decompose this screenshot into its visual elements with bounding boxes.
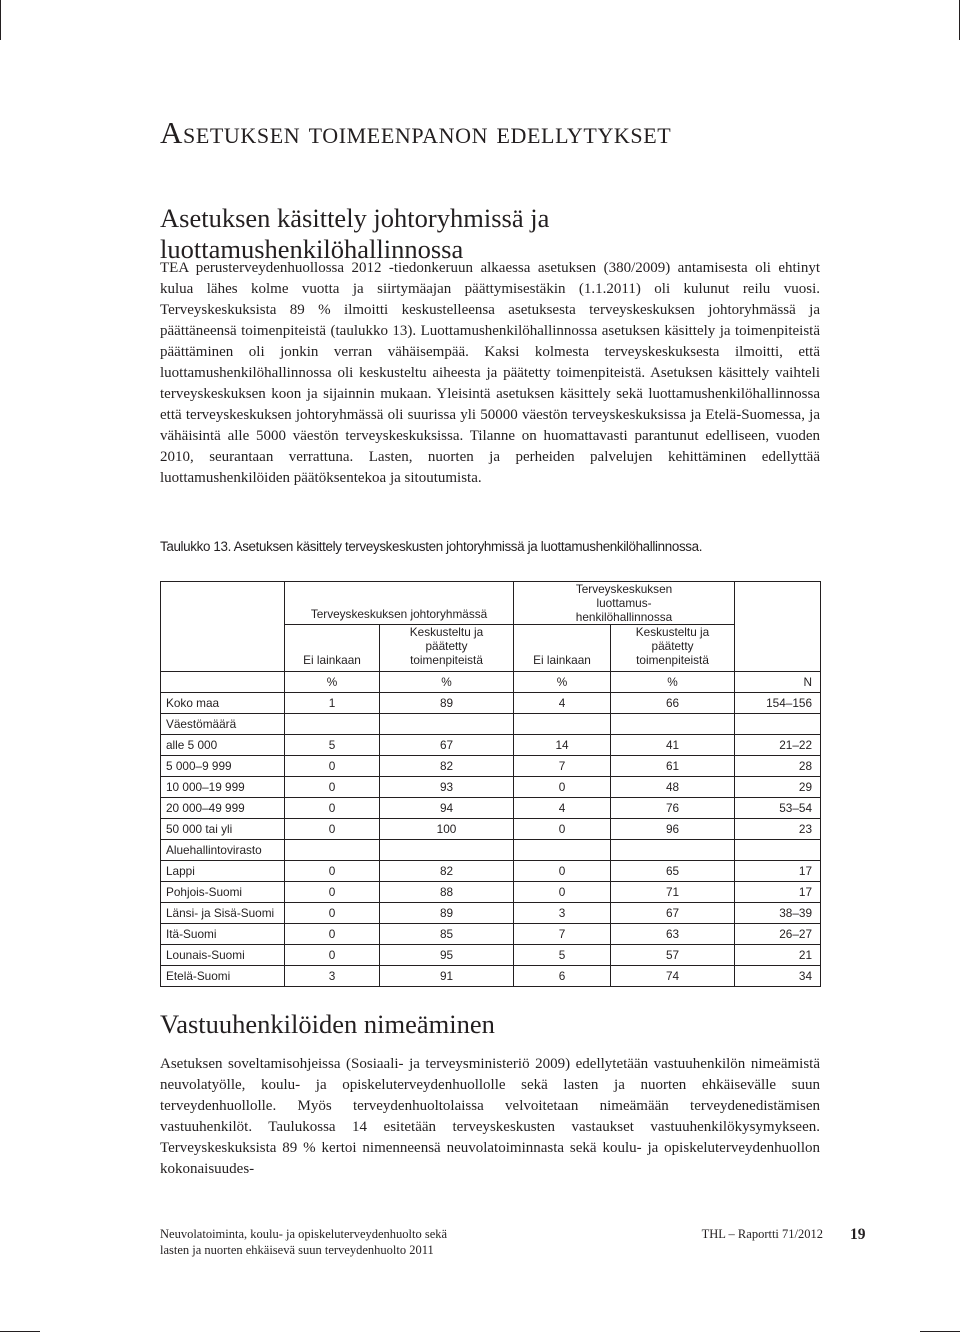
value-cell: 0 — [285, 861, 380, 882]
table-caption: Taulukko 13. Asetuksen käsittely terveyskeskusten johtoryhmissä ja luottamushenkilöhallinnossa. — [160, 539, 703, 554]
table-row — [161, 945, 821, 966]
empty-cell — [611, 714, 735, 735]
vastuuhenkilot-paragraph: Asetuksen soveltamisohjeissa (Sosiaali- ja terveysministeriö 2009) edellytetään vastuuhenkilön nimeämistä neuvolatyölle, koulu- ja opiskeluterveydenhuollolle sekä lasten ja nuorten ehkäisevälle suun terveydenhuollolle. Myös terveydenhuoltolaissa velvoitetaan nimeämään terveydenedistämisen vastuuhenkilöt. Taulukossa 14 esitetään terveyskeskusten vastaukset vastuuhenkilökysymykseen. Terveyskeskuksista 89 % kertoi nimenneensä neuvolatoiminnasta sekä koulu- ja opiskeluterveydenhuollon kokonaisuudes- — [160, 1056, 820, 1177]
table-header-group-row — [161, 582, 821, 625]
value-cell: 96 — [611, 819, 735, 840]
empty-cell — [735, 714, 821, 735]
value-cell: 74 — [611, 966, 735, 987]
value-cell: 0 — [285, 903, 380, 924]
sub-header-ei-lainkaan: Ei lainkaan — [514, 625, 611, 672]
unit-header: % — [514, 672, 611, 693]
value-cell: 0 — [285, 798, 380, 819]
value-cell: 0 — [285, 819, 380, 840]
value-cell: 57 — [611, 945, 735, 966]
empty-cell — [735, 840, 821, 861]
value-cell: 0 — [285, 924, 380, 945]
value-cell: 82 — [380, 756, 514, 777]
row-label: 5 000–9 999 — [161, 756, 285, 777]
value-cell: 95 — [380, 945, 514, 966]
table-row — [161, 924, 821, 945]
table-row — [161, 819, 821, 840]
row-label: Koko maa — [161, 693, 285, 714]
chapter-title: Asetuksen toimeenpanon edellytykset — [160, 115, 672, 150]
value-cell: 5 — [285, 735, 380, 756]
row-label: Länsi- ja Sisä-Suomi — [161, 903, 285, 924]
n-cell: 28 — [735, 756, 821, 777]
n-cell: 29 — [735, 777, 821, 798]
group-header-johtoryhma: Terveyskeskuksen johtoryhmässä — [285, 582, 514, 625]
table-row — [161, 693, 821, 714]
value-cell: 0 — [514, 777, 611, 798]
table-row — [161, 777, 821, 798]
empty-cell — [380, 840, 514, 861]
row-label: alle 5 000 — [161, 735, 285, 756]
value-cell: 0 — [285, 945, 380, 966]
value-cell: 67 — [380, 735, 514, 756]
empty-cell — [380, 714, 514, 735]
table-row — [161, 735, 821, 756]
value-cell: 3 — [514, 903, 611, 924]
table-corner-cell — [161, 582, 285, 672]
unit-header: % — [285, 672, 380, 693]
section-title-vastuuhenkilot: Vastuuhenkilöiden nimeäminen — [160, 1009, 495, 1039]
value-cell: 67 — [611, 903, 735, 924]
value-cell: 4 — [514, 798, 611, 819]
value-cell: 0 — [285, 777, 380, 798]
value-cell: 61 — [611, 756, 735, 777]
footer-publication-title — [160, 1227, 447, 1258]
n-cell: 21 — [735, 945, 821, 966]
empty-cell — [285, 840, 380, 861]
section-title-line-1: Asetuksen käsittely johtoryhmissä ja — [160, 203, 550, 233]
sub-header-keskusteltu: Keskusteltu ja päätetty toimenpiteistä — [380, 625, 514, 672]
value-cell: 93 — [380, 777, 514, 798]
section-title — [160, 203, 720, 265]
value-cell: 0 — [514, 861, 611, 882]
n-cell: 34 — [735, 966, 821, 987]
crop-mark-left — [0, 0, 1, 40]
unit-header: % — [611, 672, 735, 693]
row-label: Väestömäärä — [161, 714, 285, 735]
value-cell: 82 — [380, 861, 514, 882]
value-cell: 41 — [611, 735, 735, 756]
value-cell: 63 — [611, 924, 735, 945]
unit-header-n: N — [735, 672, 821, 693]
n-cell: 21–22 — [735, 735, 821, 756]
n-cell: 53–54 — [735, 798, 821, 819]
n-cell: 154–156 — [735, 693, 821, 714]
table-row — [161, 756, 821, 777]
table-group-row — [161, 714, 821, 735]
empty-cell — [514, 714, 611, 735]
row-label: Etelä-Suomi — [161, 966, 285, 987]
row-label: Aluehallintovirasto — [161, 840, 285, 861]
value-cell: 5 — [514, 945, 611, 966]
value-cell: 66 — [611, 693, 735, 714]
section-title-line-2: luottamushenkilöhallinnossa — [160, 234, 464, 264]
row-label: Itä-Suomi — [161, 924, 285, 945]
row-label: Lappi — [161, 861, 285, 882]
n-cell: 23 — [735, 819, 821, 840]
sub-header-keskusteltu: Keskusteltu ja päätetty toimenpiteistä — [611, 625, 735, 672]
data-table — [160, 581, 821, 987]
value-cell: 88 — [380, 882, 514, 903]
value-cell: 1 — [285, 693, 380, 714]
footer-report-id: THL – Raportti 71/2012 — [701, 1227, 823, 1241]
table-group-row — [161, 840, 821, 861]
empty-cell — [285, 714, 380, 735]
value-cell: 6 — [514, 966, 611, 987]
value-cell: 89 — [380, 903, 514, 924]
table-row — [161, 882, 821, 903]
group-header-luottamushenkilohallinto: Terveyskeskuksen luottamus-henkilöhallinnossa — [514, 582, 735, 625]
n-cell: 38–39 — [735, 903, 821, 924]
value-cell: 48 — [611, 777, 735, 798]
sub-header-ei-lainkaan: Ei lainkaan — [285, 625, 380, 672]
empty-cell — [611, 840, 735, 861]
row-label: 50 000 tai yli — [161, 819, 285, 840]
table-units-row — [161, 672, 821, 693]
table-row — [161, 903, 821, 924]
value-cell: 76 — [611, 798, 735, 819]
value-cell: 7 — [514, 756, 611, 777]
page-number: 19 — [850, 1226, 866, 1243]
table-body — [161, 693, 821, 987]
n-cell: 17 — [735, 882, 821, 903]
value-cell: 71 — [611, 882, 735, 903]
value-cell: 14 — [514, 735, 611, 756]
row-label: Pohjois-Suomi — [161, 882, 285, 903]
value-cell: 100 — [380, 819, 514, 840]
value-cell: 3 — [285, 966, 380, 987]
value-cell: 91 — [380, 966, 514, 987]
empty-cell — [514, 840, 611, 861]
row-label: 10 000–19 999 — [161, 777, 285, 798]
table-row — [161, 798, 821, 819]
table-row — [161, 861, 821, 882]
value-cell: 4 — [514, 693, 611, 714]
footer-line-1: Neuvolatoiminta, koulu- ja opiskeluterveydenhuolto sekä — [160, 1227, 448, 1241]
value-cell: 94 — [380, 798, 514, 819]
n-cell: 26–27 — [735, 924, 821, 945]
row-label: Lounais-Suomi — [161, 945, 285, 966]
value-cell: 0 — [285, 882, 380, 903]
n-cell: 17 — [735, 861, 821, 882]
value-cell: 89 — [380, 693, 514, 714]
value-cell: 0 — [514, 819, 611, 840]
unit-header: % — [380, 672, 514, 693]
intro-paragraph: TEA perusterveydenhuollossa 2012 -tiedonkeruun alkaessa asetuksen (380/2009) antamisesta oli ehtinyt kulua lähes kolme vuotta ja siirtymäajan päättymisestäkin (1.1.2011) oli kulunut reilu vuosi. Terveyskeskuksista 89 % ilmoitti keskustelleensa asetuksesta terveyskeskuksen johtoryhmässä ja päättäneensä toimenpiteistä (taulukko 13). Luottamushenkilöhallinnossa asetuksen käsittely ja toimenpiteistä päättäminen oli jonkin verran vähäisempää. Kaksi kolmesta terveyskeskuksesta ilmoitti, että luottamushenkilöhallinnossa oli keskusteltu aiheesta ja päätetty toimenpiteistä. Asetuksen käsittely vaihteli terveyskeskuksen koon ja sijainnin mukaan. Yleisintä asetuksen käsittely sekä luottamushenkilöhallinnossa että terveyskeskuksen johtoryhmässä oli suurissa yli 50000 väestön terveyskeskuksissa ja Etelä-Suomessa, ja vähäisintä alle 5000 väestön terveyskeskuksissa. Tilanne on huomattavasti parantunut edelliseen, vuoden 2010, seurantaan verrattuna. Lasten, nuorten ja perheiden palvelujen kehittäminen edellyttää luottamushenkilöiden päätöksentekoa ja sitoutumista. — [160, 260, 820, 486]
value-cell: 65 — [611, 861, 735, 882]
table-n-header-cell — [735, 582, 821, 672]
unit-header-empty — [161, 672, 285, 693]
value-cell: 85 — [380, 924, 514, 945]
footer-line-2: lasten ja nuorten ehkäisevä suun terveydenhuolto 2011 — [160, 1242, 434, 1257]
value-cell: 0 — [514, 882, 611, 903]
table-row — [161, 966, 821, 987]
value-cell: 0 — [285, 756, 380, 777]
value-cell: 7 — [514, 924, 611, 945]
row-label: 20 000–49 999 — [161, 798, 285, 819]
